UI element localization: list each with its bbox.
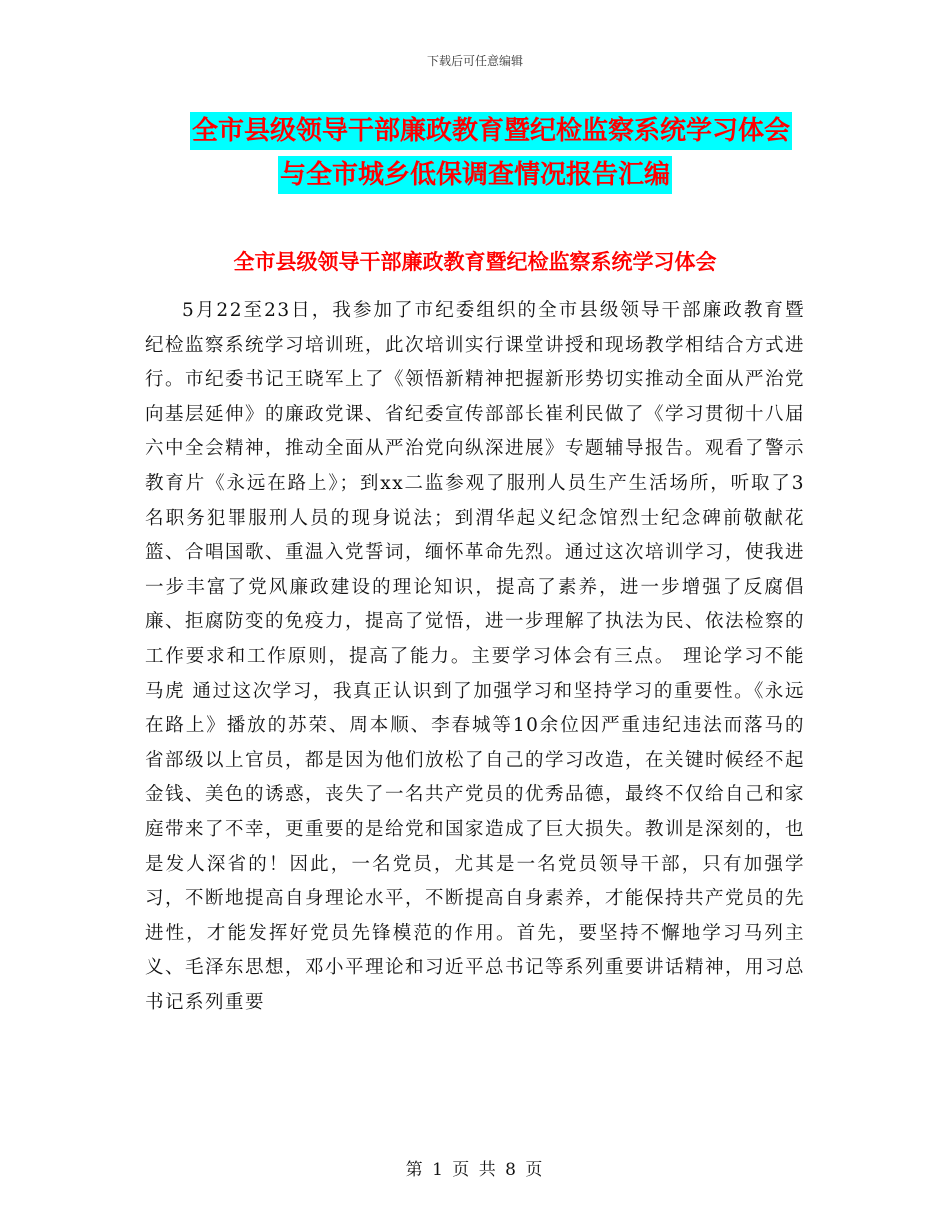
title-line-2-text: 与全市城乡低保调查情况报告汇编 [278, 156, 672, 194]
document-title-line-1 [190, 112, 792, 150]
document-title-line-2 [278, 156, 672, 194]
title-line-1-text: 全市县级领导干部廉政教育暨纪检监察系统学习体会 [190, 112, 792, 150]
body-paragraph: 5月22至23日，我参加了市纪委组织的全市县级领导干部廉政教育暨纪检监察系统学习培训班，此次培训实行课堂讲授和现场教学相结合方式进行。市纪委书记王晓军上了《领悟新精神把握新形势切实推动全面从严治党向基层延伸》的廉政党课、省纪委宣传部部长崔利民做了《学习贯彻十八届六中全会精神，推动全面从严治党向纵深进展》专题辅导报告。观看了警示教育片《永远在路上》；到xx二监参观了服刑人员生产生活场所，听取了3名职务犯罪服刑人员的现身说法；到渭华起义纪念馆烈士纪念碑前敬献花篮、合唱国歌、重温入党誓词，缅怀革命先烈。通过这次培训学习，使我进一步丰富了党风廉政建设的理论知识，提高了素养，进一步增强了反腐倡廉、拒腐防变的免疫力，提高了觉悟，进一步理解了执法为民、依法检察的工作要求和工作原则，提高了能力。主要学习体会有三点。 理论学习不能马虎 通过这次学习，我真正认识到了加强学习和坚持学习的重要性。《永远在路上》播放的苏荣、周本顺、李春城等10余位因严重违纪违法而落马的省部级以上官员，都是因为他们放松了自己的学习改造，在关键时候经不起金钱、美色的诱惑，丧失了一名共产党员的优秀品德，最终不仅给自己和家庭带来了不幸，更重要的是给党和国家造成了巨大损失。教训是深刻的，也是发人深省的！因此，一名党员，尤其是一名党员领导干部，只有加强学习，不断地提高自身理论水平，不断提高自身素养，才能保持共产党员的先进性，才能发挥好党员先锋模范的作用。首先，要坚持不懈地学习马列主义、毛泽东思想，邓小平理论和习近平总书记等系列重要讲话精神，用习总书记系列重要 [145, 300, 806, 1013]
page-number: 第 1 页 共 8 页 [405, 1160, 545, 1180]
header-note: 下载后可任意编辑 [426, 54, 523, 68]
section-title: 全市县级领导干部廉政教育暨纪检监察系统学习体会 [233, 249, 717, 274]
